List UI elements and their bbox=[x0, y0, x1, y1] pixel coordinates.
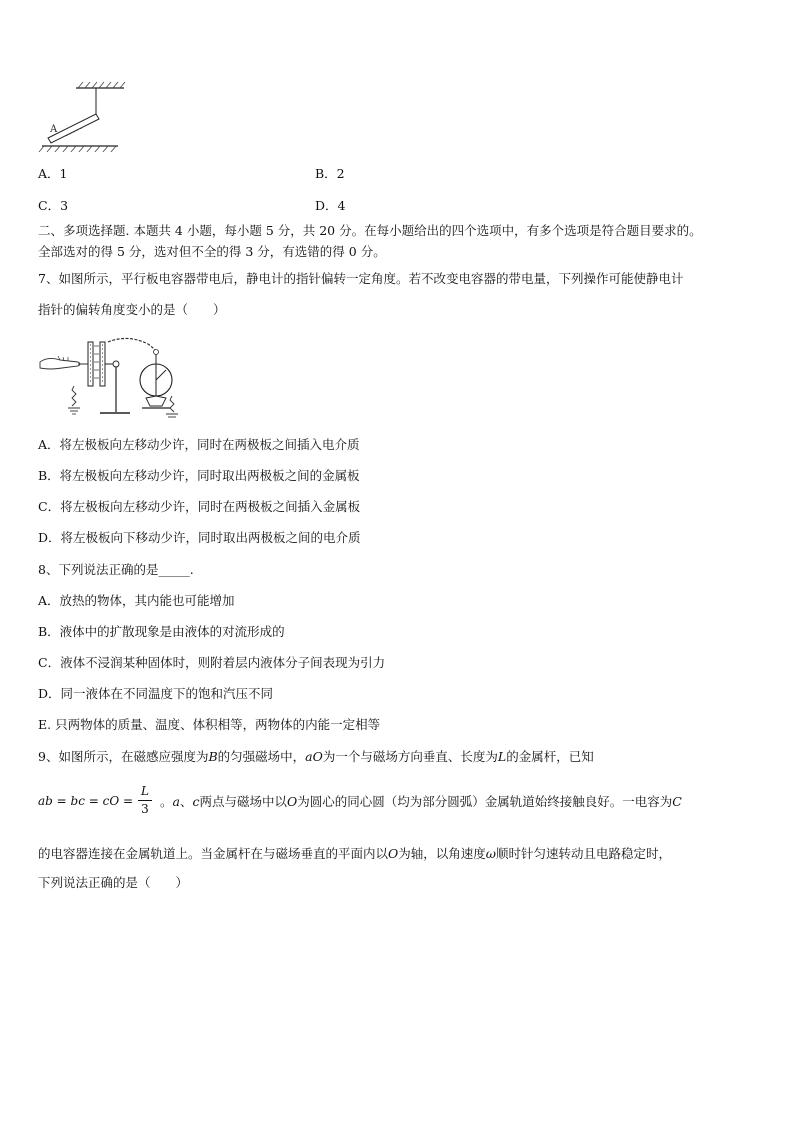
q9-stem-line1 bbox=[38, 749, 594, 765]
q8-stem: 8、下列说法正确的是_____. bbox=[38, 562, 194, 577]
q7-option-b: B．将左极板向左移动少许，同时取出两极板之间的金属板 bbox=[38, 468, 360, 483]
q9-stem-line3 bbox=[38, 846, 671, 862]
q7-stem-line2: 指针的偏转角度变小的是（ ） bbox=[38, 302, 226, 317]
q8-option-a: A．放热的物体，其内能也可能增加 bbox=[38, 593, 235, 608]
q6-figure bbox=[38, 80, 128, 160]
q9-text: 为一个与磁场方向垂直、长度为 bbox=[322, 749, 498, 764]
q9-text: 、 bbox=[179, 794, 193, 809]
q6-option-c: C．3 bbox=[38, 198, 69, 213]
q6-figure-label: A bbox=[50, 124, 58, 135]
q9-symbol-B: B bbox=[208, 749, 218, 764]
q9-stem-line4: 下列说法正确的是（ ） bbox=[38, 875, 189, 890]
q9-symbol-omega: ω bbox=[485, 846, 496, 861]
q9-text: 顺时针匀速转动且电路稳定时， bbox=[495, 846, 671, 861]
q9-symbol-C: C bbox=[672, 794, 682, 809]
q7-option-d: D．将左极板向下移动少许，同时取出两极板之间的电介质 bbox=[38, 530, 361, 545]
q9-equation-denominator: 3 bbox=[141, 802, 149, 816]
q9-symbol-a: a bbox=[172, 794, 180, 809]
q9-fraction-bar bbox=[138, 800, 152, 801]
section2-instructions-line2: 全部选对的得 5 分，选对但不全的得 3 分，有选错的得 0 分。 bbox=[38, 244, 386, 259]
q9-equation-lhs: ab = bc = cO = bbox=[38, 794, 134, 808]
q9-text: 。 bbox=[160, 794, 173, 809]
section2-instructions-line1: 二、多项选择题. 本题共 4 小题，每小题 5 分，共 20 分。在每小题给出的四个选项中，有多个选项是符合题目要求的。 bbox=[38, 223, 702, 238]
q8-option-e: E. 只两物体的质量、温度、体积相等，两物体的内能一定相等 bbox=[38, 717, 381, 732]
q6-option-b: B．2 bbox=[315, 166, 345, 181]
q6-option-d: D．4 bbox=[315, 198, 346, 213]
q9-text: 为轴，以角速度 bbox=[398, 846, 486, 861]
q9-symbol-O: O bbox=[388, 846, 399, 861]
q8-option-c: C．液体不浸润某种固体时，则附着层内液体分子间表现为引力 bbox=[38, 655, 386, 670]
q9-text: 两点与磁场中以 bbox=[199, 794, 288, 809]
q7-option-c: C．将左极板向左移动少许，同时在两极板之间插入金属板 bbox=[38, 499, 361, 514]
q9-symbol-c: c bbox=[192, 794, 200, 809]
q9-symbol-O: O bbox=[287, 794, 298, 809]
q9-symbol-aO: aO bbox=[305, 749, 323, 764]
q6-option-a: A．1 bbox=[38, 166, 68, 181]
q8-option-d: D．同一液体在不同温度下的饱和汽压不同 bbox=[38, 686, 274, 701]
q9-equation-numerator: L bbox=[141, 784, 149, 798]
q7-option-a: A．将左极板向左移动少许，同时在两极板之间插入电介质 bbox=[38, 437, 360, 452]
q9-symbol-L: L bbox=[497, 749, 507, 764]
q9-stem-line2 bbox=[160, 794, 682, 810]
q9-text: 的电容器连接在金属轨道上。当金属杆在与磁场垂直的平面内以 bbox=[38, 846, 389, 861]
q9-text: 的金属杆，已知 bbox=[506, 749, 594, 764]
q9-text: 的匀强磁场中， bbox=[217, 749, 306, 764]
q9-text: 为圆心的同心圆（均为部分圆弧）金属轨道始终接触良好。一电容为 bbox=[297, 794, 673, 809]
q7-stem-line1: 7、如图所示，平行板电容器带电后，静电计的指针偏转一定角度。若不改变电容器的带电量，下列操作可能使静电计 bbox=[38, 271, 684, 286]
q8-option-b: B．液体中的扩散现象是由液体的对流形成的 bbox=[38, 624, 285, 639]
q9-text: 9、如图所示，在磁感应强度为 bbox=[38, 749, 209, 764]
q7-capacitor-electrometer-figure bbox=[38, 334, 188, 420]
